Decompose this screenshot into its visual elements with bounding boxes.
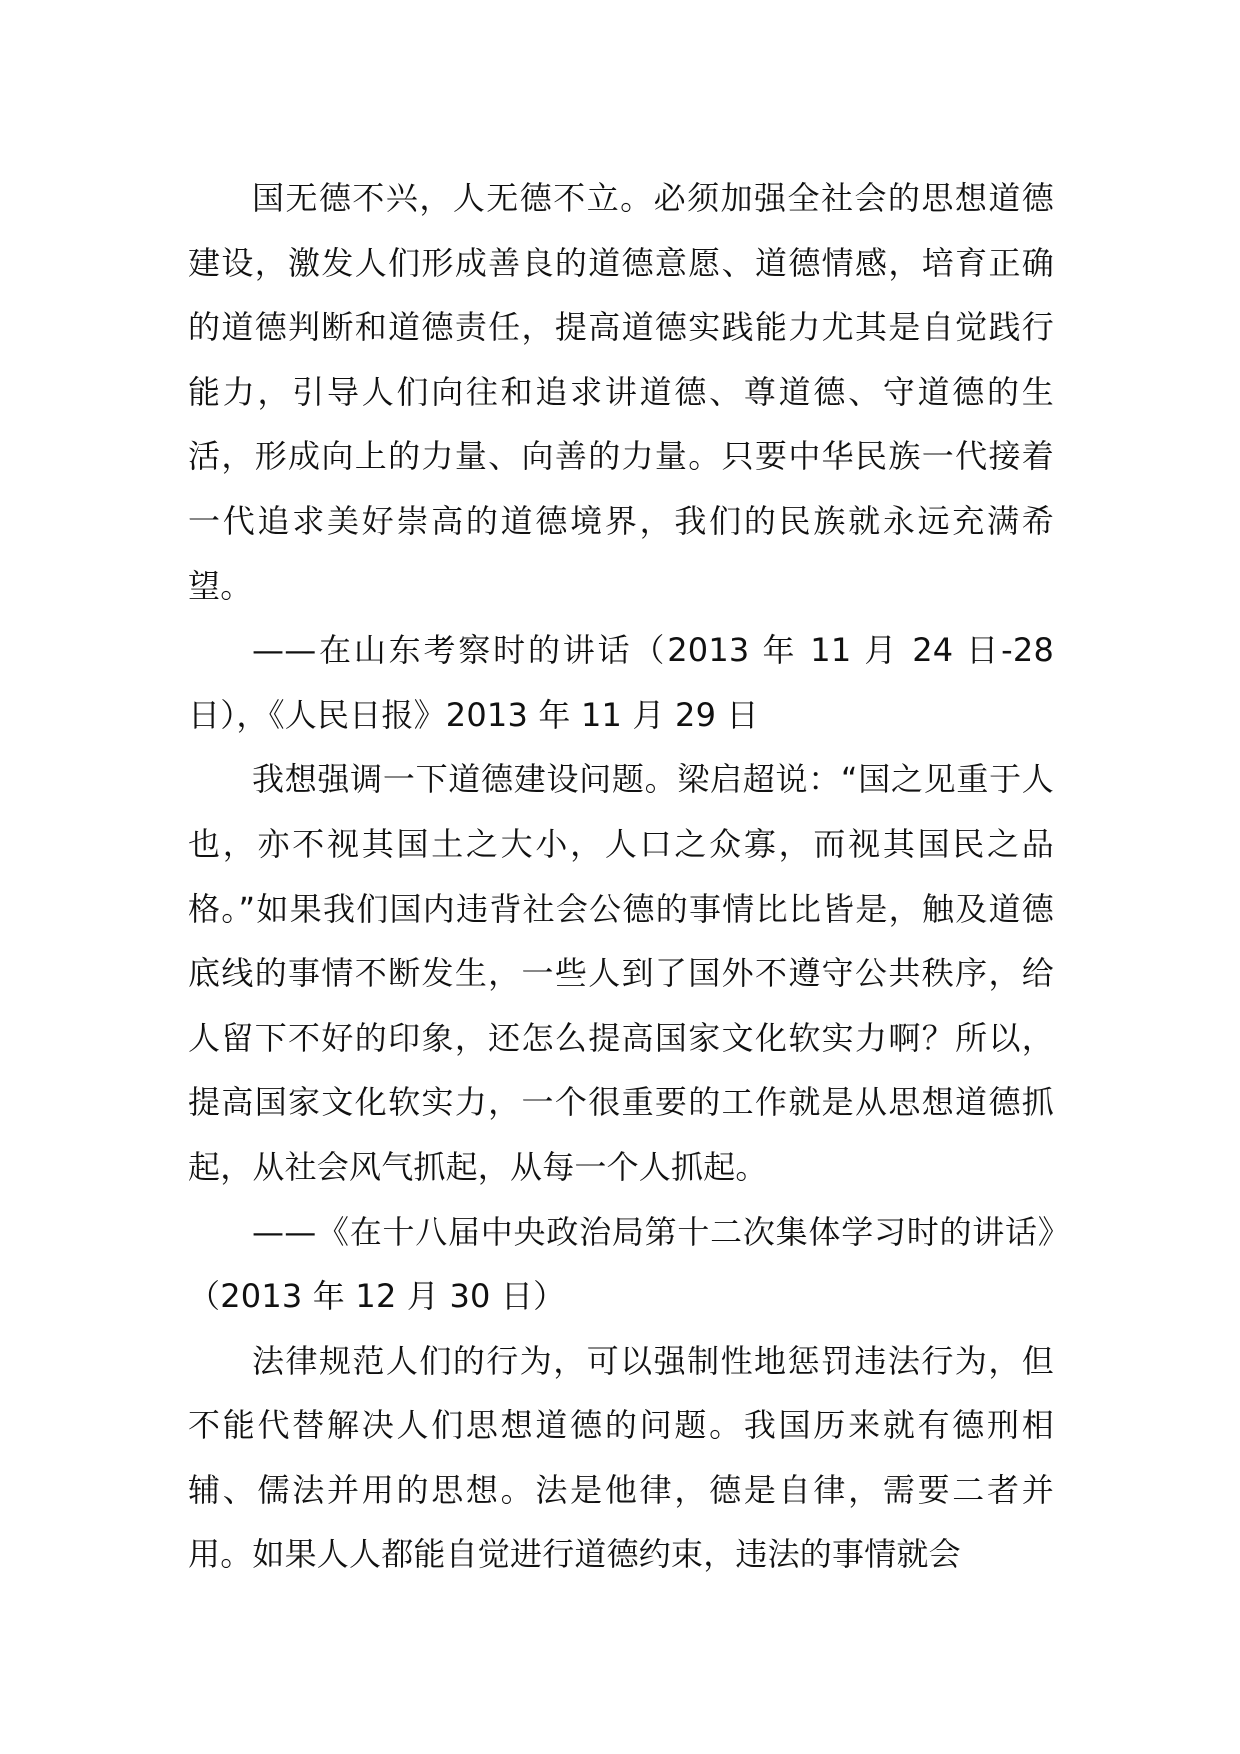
paragraph-morality-essay: 国无德不兴，人无德不立。必须加强全社会的思想道德建设，激发人们形成善良的道德意愿、道德情感，培育正确的道德判断和道德责任，提高道德实践能力尤其是自觉践行能力，引导人们向往和追求讲道德、尊道德、守道德的生活，形成向上的力量、向善的力量。只要中华民族一代接着一代追求美好崇高的道德境界，我们的民族就永远充满希望。 — [188, 179, 1054, 605]
citation-politburo-study: ——《在十八届中央政治局第十二次集体学习时的讲话》（2013 年 12 月 30 日） — [188, 1212, 1054, 1316]
document-page — [188, 166, 1054, 1587]
paragraph-moral-construction: 我想强调一下道德建设问题。梁启超说：“国之见重于人也，亦不视其国土之大小，人口之众寡，而视其国民之品格。”如果我们国内违背社会公德的事情比比皆是，触及道德底线的事情不断发生，一些人到了国外不遵守公共秩序，给人留下不好的印象，还怎么提高国家文化软实力啊？所以，提高国家文化软实力，一个很重要的工作就是从思想道德抓起，从社会风气抓起，从每一个人抓起。 — [188, 760, 1054, 1186]
citation-shandong-speech: ——在山东考察时的讲话（2013 年 11 月 24 日-28 日），《人民日报》2013 年 11 月 29 日 — [188, 631, 1054, 734]
paragraph-law-and-morality: 法律规范人们的行为，可以强制性地惩罚违法行为，但不能代替解决人们思想道德的问题。我国历来就有德刑相辅、儒法并用的思想。法是他律，德是自律，需要二者并用。如果人人都能自觉进行道德约束，违法的事情就会 — [188, 1341, 1054, 1574]
